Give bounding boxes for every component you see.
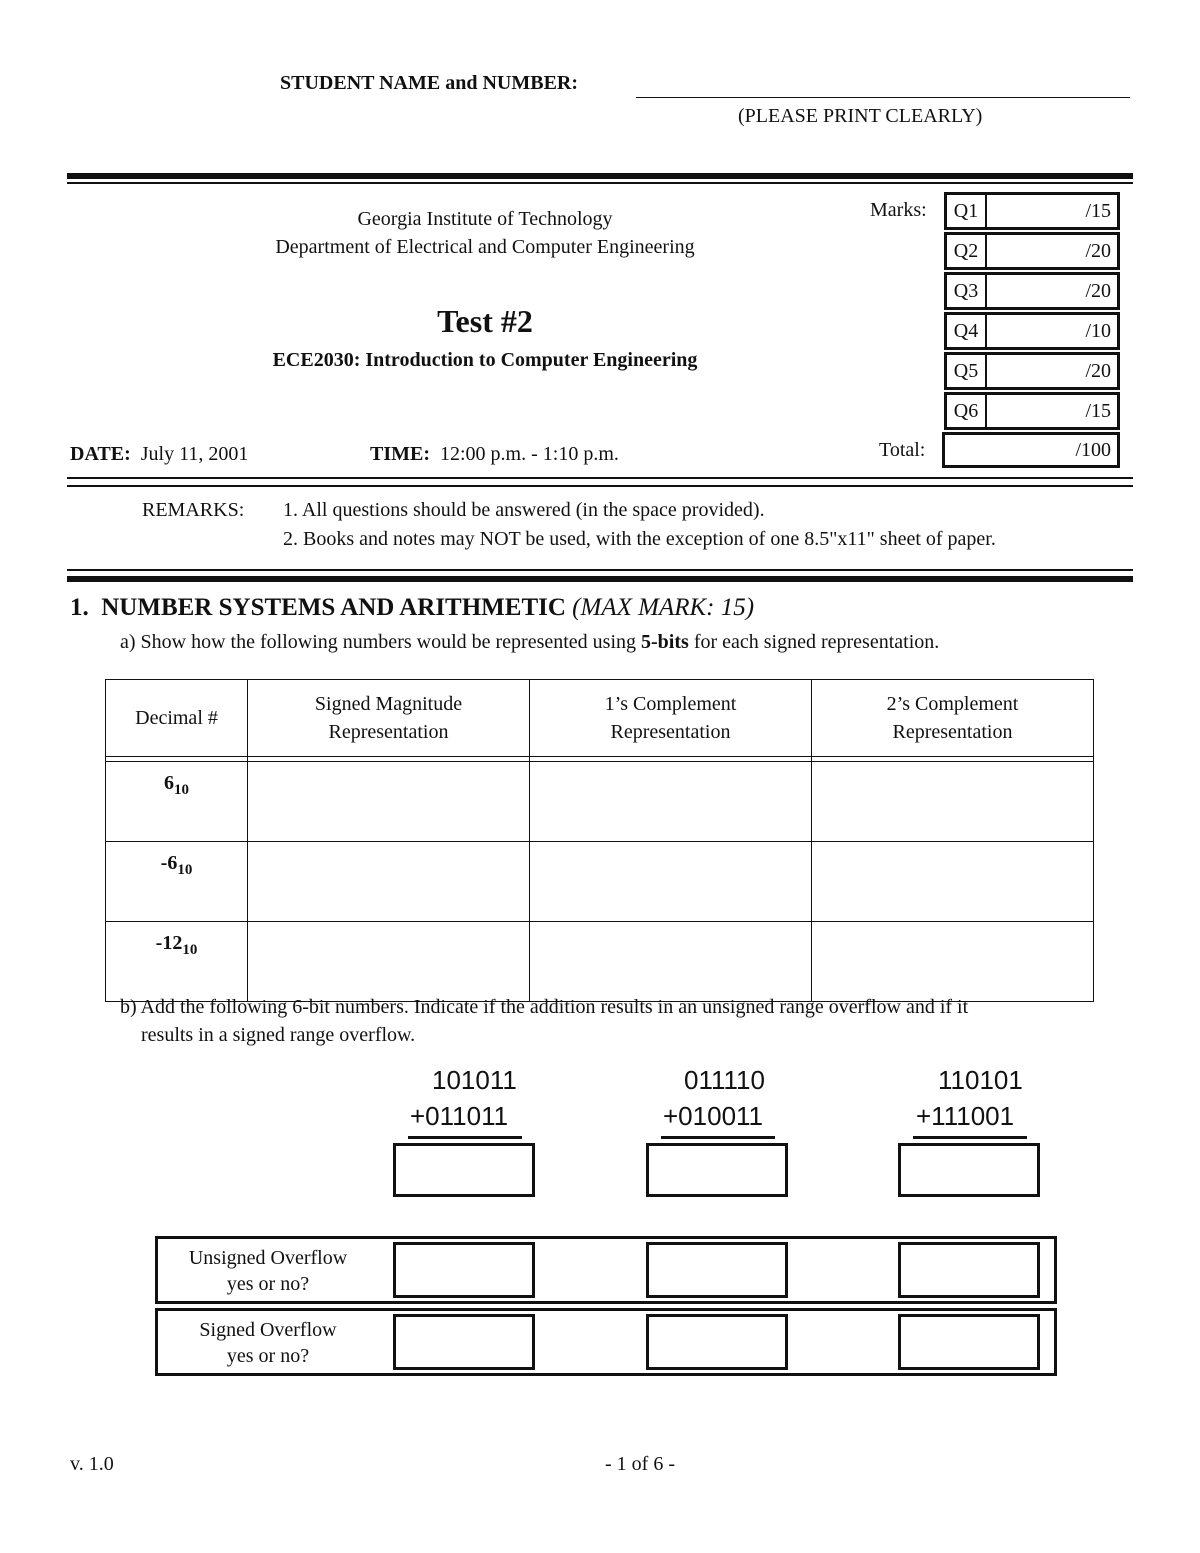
unsigned-overflow-row xyxy=(155,1236,1057,1304)
marks-label: Marks: xyxy=(870,199,927,221)
unsigned-overflow-box-3[interactable] xyxy=(898,1242,1040,1298)
remarks-label: REMARKS: xyxy=(142,499,245,521)
decimal-cell xyxy=(106,922,248,1002)
student-name-label: STUDENT NAME and NUMBER: xyxy=(280,72,579,94)
marks-question: Q2 xyxy=(947,235,987,267)
header-text: Representation xyxy=(892,721,1013,743)
test-title: Test #2 xyxy=(437,303,533,339)
marks-question: Q4 xyxy=(947,315,987,347)
marks-max: /20 xyxy=(1085,280,1111,302)
marks-max: /20 xyxy=(1085,360,1111,382)
addend-1a: 101011 xyxy=(432,1065,517,1095)
table-row xyxy=(106,922,1094,1002)
unsigned-overflow-box-2[interactable] xyxy=(646,1242,788,1298)
addend-3b: +111001 xyxy=(916,1101,1015,1131)
addend-3a: 110101 xyxy=(938,1065,1023,1095)
department-name: Department of Electrical and Computer Engineering xyxy=(275,236,695,258)
date-label: DATE: xyxy=(70,443,131,465)
sum-box-2[interactable] xyxy=(646,1143,788,1197)
answer-cell-signed-magnitude[interactable] xyxy=(248,842,530,922)
sum-bar-2 xyxy=(661,1136,775,1139)
marks-question: Q6 xyxy=(947,395,987,427)
signed-overflow-box-2[interactable] xyxy=(646,1314,788,1370)
sum-bar-1 xyxy=(408,1136,522,1139)
signed-overflow-label xyxy=(158,1317,378,1369)
mid-rule-thin-1 xyxy=(67,477,1133,479)
part-a-instruction xyxy=(120,631,939,654)
answer-cell-twos-complement[interactable] xyxy=(812,762,1094,842)
footer-page-number: - 1 of 6 - xyxy=(605,1453,675,1475)
decimal-value: 6 xyxy=(164,772,174,794)
section-heading: NUMBER SYSTEMS AND ARITHMETIC xyxy=(101,594,566,621)
marks-row-q6 xyxy=(944,392,1120,430)
header-text: Representation xyxy=(610,721,731,743)
marks-row-q2 xyxy=(944,232,1120,270)
course-title: ECE2030: Introduction to Computer Engineering xyxy=(272,349,698,371)
marks-question: Q5 xyxy=(947,355,987,387)
addend-1b: +011011 xyxy=(410,1101,509,1131)
marks-row-q3 xyxy=(944,272,1120,310)
label-line: yes or no? xyxy=(226,1273,310,1295)
remark-item-1: 1. All questions should be answered (in the space provided). xyxy=(283,499,765,521)
addend-2a: 011110 xyxy=(684,1065,765,1095)
top-rule-thin xyxy=(67,182,1133,184)
signed-overflow-box-1[interactable] xyxy=(393,1314,535,1370)
table-row xyxy=(106,842,1094,922)
table-header-row xyxy=(106,680,1094,757)
part-b-line-2: results in a signed range overflow. xyxy=(141,1024,416,1046)
institute-name: Georgia Institute of Technology xyxy=(357,208,613,230)
part-b-line-1: b) Add the following 6-bit numbers. Indicate if the addition results in an unsigned range overflow and if it xyxy=(120,996,969,1018)
date-value: July 11, 2001 xyxy=(140,443,249,465)
part-a-prefix: a) Show how the following numbers would be represented using xyxy=(120,631,637,653)
header-decimal: Decimal # xyxy=(106,680,248,757)
header-text: Representation xyxy=(328,721,449,743)
label-line: Signed Overflow xyxy=(199,1319,337,1341)
sum-box-3[interactable] xyxy=(898,1143,1040,1197)
addend-2b: +010011 xyxy=(663,1101,764,1131)
time-label: TIME: xyxy=(370,443,430,465)
decimal-cell xyxy=(106,842,248,922)
representation-table xyxy=(105,679,1094,1002)
header-ones-complement xyxy=(530,680,812,757)
sum-box-1[interactable] xyxy=(393,1143,535,1197)
marks-row-q1 xyxy=(944,192,1120,230)
unsigned-overflow-box-1[interactable] xyxy=(393,1242,535,1298)
decimal-value: -12 xyxy=(155,932,183,954)
signed-overflow-row xyxy=(155,1308,1057,1376)
decimal-base: 10 xyxy=(174,782,189,798)
time-value: 12:00 p.m. - 1:10 p.m. xyxy=(440,443,619,465)
decimal-value: -6 xyxy=(160,852,178,874)
marks-question: Q1 xyxy=(947,195,987,227)
section-title xyxy=(70,594,754,622)
answer-cell-twos-complement[interactable] xyxy=(812,842,1094,922)
answer-cell-ones-complement[interactable] xyxy=(530,842,812,922)
answer-cell-ones-complement[interactable] xyxy=(530,922,812,1002)
header-signed-magnitude xyxy=(248,680,530,757)
date-line xyxy=(70,443,248,466)
marks-max: /15 xyxy=(1085,200,1111,222)
decimal-base: 10 xyxy=(182,942,198,958)
top-rule-thick xyxy=(67,173,1133,179)
student-name-line[interactable] xyxy=(636,97,1130,98)
header-text: Signed Magnitude xyxy=(314,693,463,715)
part-a-bold: 5-bits xyxy=(641,631,689,653)
header-twos-complement xyxy=(812,680,1094,757)
label-line: yes or no? xyxy=(226,1345,310,1367)
answer-cell-signed-magnitude[interactable] xyxy=(248,762,530,842)
answer-cell-ones-complement[interactable] xyxy=(530,762,812,842)
footer-version: v. 1.0 xyxy=(70,1453,114,1475)
total-box: /100 xyxy=(942,432,1120,468)
time-line xyxy=(370,443,619,466)
part-a-suffix: for each signed representation. xyxy=(693,631,940,653)
decimal-base: 10 xyxy=(177,862,193,878)
marks-row-q5 xyxy=(944,352,1120,390)
section-rule-thick xyxy=(67,576,1133,582)
header-text: 1’s Complement xyxy=(604,693,737,715)
section-max-mark: (MAX MARK: 15) xyxy=(572,594,755,621)
sum-bar-3 xyxy=(913,1136,1027,1139)
mid-rule-thin-2 xyxy=(67,485,1133,487)
answer-cell-twos-complement[interactable] xyxy=(812,922,1094,1002)
marks-max: /15 xyxy=(1085,400,1111,422)
section-number: 1. xyxy=(70,594,89,621)
total-label: Total: xyxy=(879,439,926,461)
marks-question: Q3 xyxy=(947,275,987,307)
answer-cell-signed-magnitude[interactable] xyxy=(248,922,530,1002)
marks-max: /20 xyxy=(1085,240,1111,262)
marks-row-q4 xyxy=(944,312,1120,350)
marks-max: /10 xyxy=(1085,320,1111,342)
unsigned-overflow-label xyxy=(158,1245,378,1297)
remark-item-2: 2. Books and notes may NOT be used, with the exception of one 8.5"x11" sheet of paper. xyxy=(283,528,996,550)
signed-overflow-box-3[interactable] xyxy=(898,1314,1040,1370)
label-line: Unsigned Overflow xyxy=(188,1247,348,1269)
header-text: 2’s Complement xyxy=(886,693,1019,715)
print-note: (PLEASE PRINT CLEARLY) xyxy=(738,105,983,127)
decimal-cell xyxy=(106,762,248,842)
section-rule-thin xyxy=(67,569,1133,571)
table-row xyxy=(106,762,1094,842)
